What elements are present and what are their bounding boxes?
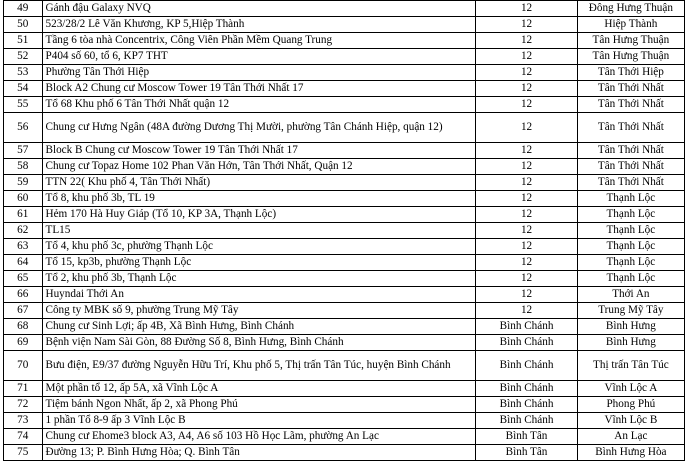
district-cell: 12 [476, 255, 577, 271]
table-row [4, 335, 685, 351]
ward-cell: Tân Thới Hiệp [577, 65, 684, 81]
ward-cell: Thị trấn Tân Túc [577, 351, 684, 381]
row-number-cell: 56 [4, 113, 43, 143]
address-cell: 1 phần Tổ 8-9 ấp 3 Vĩnh Lộc B [42, 413, 476, 429]
ward-cell: Vĩnh Lộc B [577, 413, 684, 429]
ward-cell: Thạnh Lộc [577, 271, 684, 287]
ward-cell: Thới An [577, 287, 684, 303]
ward-cell: Tân Hưng Thuận [577, 49, 684, 65]
district-cell: 12 [476, 65, 577, 81]
district-cell: 12 [476, 1, 577, 17]
ward-cell: Tân Thới Nhất [577, 113, 684, 143]
ward-cell: Thạnh Lộc [577, 207, 684, 223]
table-row [4, 113, 685, 143]
table-row [4, 207, 685, 223]
address-cell: Block B Chung cư Moscow Tower 19 Tân Thới Nhất 17 [42, 143, 476, 159]
table-row [4, 303, 685, 319]
district-cell: Bình Chánh [476, 319, 577, 335]
table-row [4, 97, 685, 113]
ward-cell: Phong Phú [577, 397, 684, 413]
table-row [4, 413, 685, 429]
address-cell: Tổ 2, khu phố 3b, Thạnh Lộc [42, 271, 476, 287]
district-cell: 12 [476, 271, 577, 287]
table-row [4, 255, 685, 271]
district-cell: 12 [476, 223, 577, 239]
table-row [4, 1, 685, 17]
row-number-cell: 57 [4, 143, 43, 159]
address-cell: Tầng 6 tòa nhà Concentrix, Công Viên Phần Mềm Quang Trung [42, 33, 476, 49]
row-number-cell: 68 [4, 319, 43, 335]
table-row [4, 65, 685, 81]
ward-cell: Trung Mỹ Tây [577, 303, 684, 319]
row-number-cell: 67 [4, 303, 43, 319]
row-number-cell: 65 [4, 271, 43, 287]
address-cell: TTN 22( Khu phố 4, Tân Thới Nhất) [42, 175, 476, 191]
district-cell: 12 [476, 49, 577, 65]
address-cell: Phường Tân Thới Hiệp [42, 65, 476, 81]
row-number-cell: 59 [4, 175, 43, 191]
address-cell: Chung cư Sinh Lợi; ấp 4B, Xã Bình Hưng, Bình Chánh [42, 319, 476, 335]
table-row [4, 143, 685, 159]
address-cell: Chung cư Topaz Home 102 Phan Văn Hớn, Tân Thới Nhất, Quận 12 [42, 159, 476, 175]
row-number-cell: 74 [4, 429, 43, 445]
row-number-cell: 58 [4, 159, 43, 175]
district-cell: 12 [476, 159, 577, 175]
row-number-cell: 62 [4, 223, 43, 239]
ward-cell: Tân Thới Nhất [577, 159, 684, 175]
ward-cell: Bình Hưng Hòa [577, 445, 684, 461]
address-cell: 523/28/2 Lê Văn Khương, KP 5,Hiệp Thành [42, 17, 476, 33]
row-number-cell: 50 [4, 17, 43, 33]
row-number-cell: 55 [4, 97, 43, 113]
table-row [4, 381, 685, 397]
district-cell: Bình Chánh [476, 413, 577, 429]
ward-cell: Đông Hưng Thuận [577, 1, 684, 17]
row-number-cell: 69 [4, 335, 43, 351]
district-cell: 12 [476, 303, 577, 319]
district-cell: 12 [476, 97, 577, 113]
ward-cell: Tân Thới Nhất [577, 81, 684, 97]
row-number-cell: 73 [4, 413, 43, 429]
ward-cell: Tân Thới Nhất [577, 143, 684, 159]
table-row [4, 159, 685, 175]
row-number-cell: 52 [4, 49, 43, 65]
table-row [4, 287, 685, 303]
row-number-cell: 71 [4, 381, 43, 397]
row-number-cell: 51 [4, 33, 43, 49]
table-row [4, 319, 685, 335]
address-table-body [4, 1, 685, 461]
ward-cell: Thạnh Lộc [577, 239, 684, 255]
district-cell: 12 [476, 287, 577, 303]
district-cell: Bình Tân [476, 429, 577, 445]
table-row [4, 191, 685, 207]
row-number-cell: 72 [4, 397, 43, 413]
district-cell: 12 [476, 81, 577, 97]
table-row [4, 271, 685, 287]
ward-cell: An Lạc [577, 429, 684, 445]
ward-cell: Tân Hưng Thuận [577, 33, 684, 49]
table-row [4, 17, 685, 33]
district-cell: 12 [476, 143, 577, 159]
address-cell: Tiệm bánh Ngon Nhất, ấp 2, xã Phong Phú [42, 397, 476, 413]
district-cell: 12 [476, 17, 577, 33]
table-row [4, 81, 685, 97]
table-row [4, 33, 685, 49]
address-cell: Chung cư Hưng Ngân (48A đường Dương Thị Mười, phường Tân Chánh Hiệp, quận 12) [42, 113, 476, 143]
address-cell: Bưu điện, E9/37 đường Nguyễn Hữu Trí, Khu phố 5, Thị trấn Tân Túc, huyện Bình Chánh [42, 351, 476, 381]
address-cell: Một phần tổ 12, ấp 5A, xã Vĩnh Lộc A [42, 381, 476, 397]
table-row [4, 223, 685, 239]
table-row [4, 429, 685, 445]
address-cell: Chung cư Ehome3 block A3, A4, A6 số 103 Hồ Học Lãm, phường An Lạc [42, 429, 476, 445]
table-row [4, 175, 685, 191]
ward-cell: Thạnh Lộc [577, 255, 684, 271]
address-cell: P404 số 60, tổ 6, KP7 THT [42, 49, 476, 65]
district-cell: Bình Chánh [476, 397, 577, 413]
address-cell: Tổ 4, khu phố 3c, phường Thạnh Lộc [42, 239, 476, 255]
row-number-cell: 75 [4, 445, 43, 461]
district-cell: Bình Tân [476, 445, 577, 461]
address-cell: Gánh đậu Galaxy NVQ [42, 1, 476, 17]
address-cell: Đường 13; P. Bình Hưng Hòa; Q. Bình Tân [42, 445, 476, 461]
address-cell: Tổ 68 Khu phố 6 Tân Thới Nhất quận 12 [42, 97, 476, 113]
district-cell: Bình Chánh [476, 351, 577, 381]
table-row [4, 351, 685, 381]
row-number-cell: 53 [4, 65, 43, 81]
address-cell: Công ty MBK số 9, phường Trung Mỹ Tây [42, 303, 476, 319]
table-row [4, 397, 685, 413]
table-row [4, 49, 685, 65]
district-cell: 12 [476, 113, 577, 143]
row-number-cell: 64 [4, 255, 43, 271]
ward-cell: Bình Hưng [577, 319, 684, 335]
ward-cell: Tân Thới Nhất [577, 175, 684, 191]
district-cell: Bình Chánh [476, 381, 577, 397]
address-table [3, 0, 685, 461]
row-number-cell: 63 [4, 239, 43, 255]
address-cell: TL15 [42, 223, 476, 239]
row-number-cell: 61 [4, 207, 43, 223]
row-number-cell: 66 [4, 287, 43, 303]
district-cell: 12 [476, 239, 577, 255]
table-row [4, 239, 685, 255]
row-number-cell: 70 [4, 351, 43, 381]
address-cell: Hẻm 170 Hà Huy Giáp (Tổ 10, KP 3A, Thạnh Lộc) [42, 207, 476, 223]
ward-cell: Vĩnh Lộc A [577, 381, 684, 397]
table-row [4, 445, 685, 461]
address-cell: Tổ 8, khu phố 3b, TL 19 [42, 191, 476, 207]
ward-cell: Tân Thới Nhất [577, 97, 684, 113]
row-number-cell: 49 [4, 1, 43, 17]
district-cell: 12 [476, 175, 577, 191]
ward-cell: Hiệp Thành [577, 17, 684, 33]
address-cell: Huyndai Thới An [42, 287, 476, 303]
address-cell: Block A2 Chung cư Moscow Tower 19 Tân Thới Nhất 17 [42, 81, 476, 97]
ward-cell: Thạnh Lộc [577, 191, 684, 207]
district-cell: Bình Chánh [476, 335, 577, 351]
district-cell: 12 [476, 191, 577, 207]
district-cell: 12 [476, 33, 577, 49]
ward-cell: Thạnh Lộc [577, 223, 684, 239]
district-cell: 12 [476, 207, 577, 223]
row-number-cell: 54 [4, 81, 43, 97]
row-number-cell: 60 [4, 191, 43, 207]
address-cell: Tổ 15, kp3b, phường Thạnh Lộc [42, 255, 476, 271]
ward-cell: Bình Hưng [577, 335, 684, 351]
address-cell: Bệnh viện Nam Sài Gòn, 88 Đường Số 8, Bình Hưng, Bình Chánh [42, 335, 476, 351]
